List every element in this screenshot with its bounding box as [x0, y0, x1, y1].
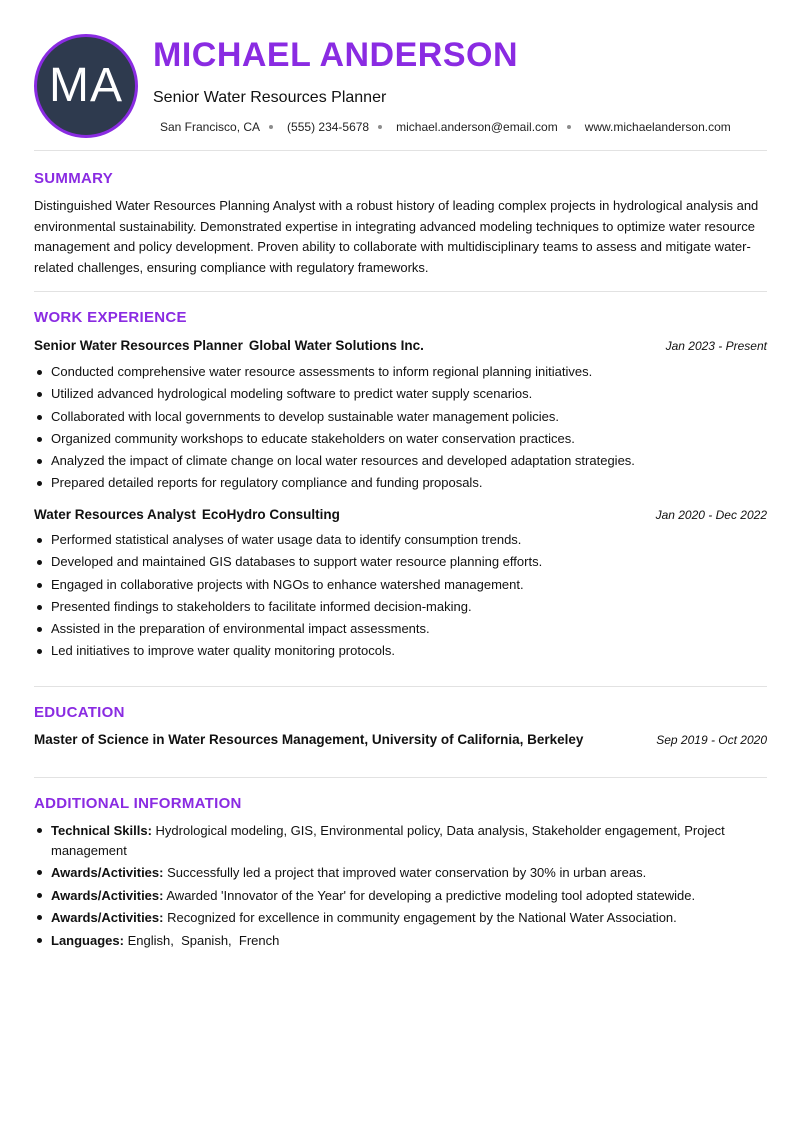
item-text: Successfully led a project that improved water conservation by 30% in urban areas. — [167, 865, 647, 880]
job-title-company — [34, 338, 424, 353]
list-item: Performed statistical analyses of water usage data to identify consumption trends. — [34, 529, 767, 551]
list-item: Led initiatives to improve water quality monitoring protocols. — [34, 640, 767, 662]
list-item: Prepared detailed reports for regulatory compliance and funding proposals. — [34, 472, 767, 494]
job-title: Senior Water Resources Planner — [34, 338, 243, 353]
divider — [34, 291, 767, 292]
contact-website[interactable]: www.michaelanderson.com — [584, 120, 731, 134]
item-text: Hydrological modeling, GIS, Environmental policy, Data analysis, Stakeholder engagement, Project management — [51, 823, 725, 858]
list-item: Organized community workshops to educate stakeholders on water conservation practices. — [34, 428, 767, 450]
contact-email[interactable]: michael.anderson@email.com — [396, 120, 558, 134]
work-experience-heading: WORK EXPERIENCE — [34, 309, 187, 326]
item-label: Awards/Activities: — [51, 865, 164, 880]
separator-dot — [567, 125, 571, 129]
education-dates: Sep 2019 - Oct 2020 — [656, 733, 767, 747]
contact-line — [160, 120, 731, 134]
list-item — [34, 886, 767, 906]
list-item: Assisted in the preparation of environmental impact assessments. — [34, 618, 767, 640]
item-label: Languages: — [51, 932, 124, 948]
separator-dot — [378, 125, 382, 129]
item-text: English, Spanish, French — [127, 932, 280, 948]
summary-heading: SUMMARY — [34, 170, 114, 187]
education-degree: Master of Science in Water Resources Management, University of California, Berkeley — [34, 732, 584, 747]
avatar — [34, 34, 138, 138]
separator-dot — [269, 125, 273, 129]
item-label: Awards/Activities: — [51, 910, 164, 925]
education-entry — [34, 732, 767, 747]
list-item: Engaged in collaborative projects with NGOs to enhance watershed management. — [34, 574, 767, 596]
list-item: Analyzed the impact of climate change on local water resources and developed adaptation strategies. — [34, 450, 767, 472]
job-bullets — [34, 529, 767, 663]
item-text: Recognized for excellence in community engagement by the National Water Association. — [167, 910, 677, 925]
divider — [34, 777, 767, 778]
list-item: Presented findings to stakeholders to facilitate informed decision-making. — [34, 596, 767, 618]
divider — [34, 686, 767, 687]
list-item — [34, 908, 767, 928]
job-header — [34, 507, 767, 522]
item-label: Technical Skills: — [51, 823, 152, 838]
job-bullets — [34, 361, 767, 495]
job-dates: Jan 2023 - Present — [665, 339, 767, 353]
job-company: EcoHydro Consulting — [201, 507, 340, 522]
list-item — [34, 931, 767, 951]
list-item: Utilized advanced hydrological modeling software to predict water supply scenarios. — [34, 383, 767, 405]
job-title: Water Resources Analyst — [34, 507, 196, 522]
additional-info-heading: ADDITIONAL INFORMATION — [34, 795, 242, 812]
job-header — [34, 338, 767, 353]
list-item: Collaborated with local governments to develop sustainable water management policies. — [34, 406, 767, 428]
divider — [34, 150, 767, 151]
item-text: Awarded 'Innovator of the Year' for developing a predictive modeling tool adopted statewide. — [166, 887, 696, 903]
contact-location: San Francisco, CA — [160, 120, 261, 134]
job-company: Global Water Solutions Inc. — [248, 338, 424, 353]
candidate-title: Senior Water Resources Planner — [153, 89, 387, 106]
additional-info-list — [34, 821, 767, 953]
candidate-name: MICHAEL ANDERSON — [153, 36, 519, 74]
avatar-initials: MA — [49, 59, 123, 112]
item-label: Awards/Activities: — [51, 887, 164, 903]
list-item — [34, 863, 767, 883]
list-item — [34, 821, 767, 860]
list-item: Developed and maintained GIS databases to support water resource planning efforts. — [34, 551, 767, 573]
list-item: Conducted comprehensive water resource assessments to inform regional planning initiatives. — [34, 361, 767, 383]
job-title-company — [34, 507, 340, 522]
contact-phone: (555) 234-5678 — [287, 120, 370, 134]
education-heading: EDUCATION — [34, 704, 125, 721]
summary-text: Distinguished Water Resources Planning Analyst with a robust history of leading complex projects in hydrological analysis and environmental sustainability. Demonstrated expertise in integrating advanced modeling techniques to optimize water resource management and policy development. Proven ability to collaborate with multidisciplinary teams to assess and mitigate water-related challenges, ensuring compliance with regulatory frameworks. — [34, 198, 759, 275]
job-dates: Jan 2020 - Dec 2022 — [655, 508, 767, 522]
